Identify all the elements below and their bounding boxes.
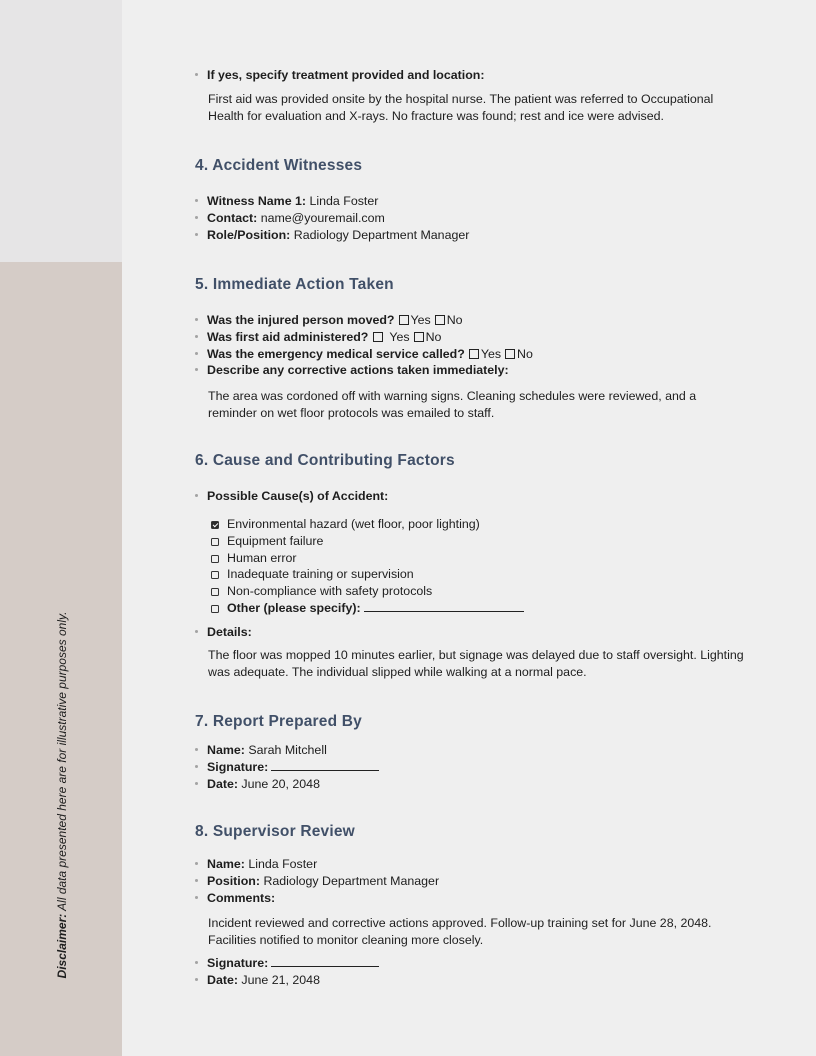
bullet-dot xyxy=(195,368,198,371)
cause-option-label: Equipment failure xyxy=(227,534,324,548)
bullet-dot xyxy=(195,73,198,76)
yes-label: Yes xyxy=(410,313,431,327)
prepared-signature-label: Signature: xyxy=(207,760,269,774)
cause-checkbox-training[interactable] xyxy=(211,571,219,579)
yes-label: Yes xyxy=(389,330,410,344)
sidebar-top-panel xyxy=(0,0,122,262)
ems-question-label: Was the emergency medical service called? xyxy=(207,347,465,361)
no-label: No xyxy=(517,347,533,361)
supervisor-position-label: Position: xyxy=(207,874,260,888)
supervisor-date-value: June 21, 2048 xyxy=(237,973,320,987)
disclaimer-text xyxy=(55,612,69,979)
supervisor-date-label: Date: xyxy=(207,973,238,987)
cause-option-label: Inadequate training or supervision xyxy=(227,567,414,581)
supervisor-signature-line[interactable] xyxy=(271,956,379,967)
witness-role-label: Role/Position: xyxy=(207,228,291,242)
cause-checkbox-compliance[interactable] xyxy=(211,588,219,596)
cause-option xyxy=(211,550,297,567)
cause-option xyxy=(211,533,323,550)
treatment-label: If yes, specify treatment provided and location: xyxy=(207,68,485,82)
first-aid-yes-checkbox[interactable] xyxy=(373,332,383,342)
cause-checkbox-other[interactable] xyxy=(211,605,219,613)
prepared-name-label: Name: xyxy=(207,743,245,757)
witness-name-value: Linda Foster xyxy=(306,194,379,208)
supervisor-comments-label: Comments: xyxy=(207,891,276,905)
supervisor-name-value: Linda Foster xyxy=(244,857,318,871)
bullet-dot xyxy=(195,862,198,865)
witness-name-item xyxy=(195,193,378,210)
cause-option xyxy=(211,583,432,600)
disclaimer-label: Disclaimer: xyxy=(55,913,69,979)
supervisor-comments-item xyxy=(195,890,275,907)
no-label: No xyxy=(425,330,442,344)
bullet-dot xyxy=(195,335,198,338)
corrective-question xyxy=(195,362,509,379)
witness-name-label: Witness Name 1: xyxy=(207,194,307,208)
cause-option xyxy=(211,516,480,533)
moved-question-label: Was the injured person moved? xyxy=(207,313,395,327)
bullet-dot xyxy=(195,233,198,236)
details-item xyxy=(195,624,252,641)
witness-role-item xyxy=(195,227,469,244)
cause-option-label: Environmental hazard (wet floor, poor lighting) xyxy=(227,517,480,531)
supervisor-comments-text: Incident reviewed and corrective actions approved. Follow-up training set for June 28, 2048. Facilities notified to monitor cleaning more closely. xyxy=(208,916,712,947)
witness-role-value: Radiology Department Manager xyxy=(290,228,470,242)
bullet-dot xyxy=(195,494,198,497)
first-aid-question-label: Was first aid administered? xyxy=(207,330,369,344)
section-heading-witnesses: 4. Accident Witnesses xyxy=(195,157,363,174)
first-aid-no-checkbox[interactable] xyxy=(414,332,424,342)
prepared-date-value: June 20, 2048 xyxy=(237,777,320,791)
supervisor-name-label: Name: xyxy=(207,857,245,871)
supervisor-date-item xyxy=(195,972,320,989)
bullet-dot xyxy=(195,978,198,981)
moved-yes-checkbox[interactable] xyxy=(399,315,409,325)
bullet-dot xyxy=(195,896,198,899)
cause-option xyxy=(211,566,414,583)
supervisor-signature-label: Signature: xyxy=(207,956,269,970)
bullet-dot xyxy=(195,630,198,633)
cause-option-label: Non-compliance with safety protocols xyxy=(227,584,433,598)
details-label: Details: xyxy=(207,625,252,639)
cause-checkbox-equipment[interactable] xyxy=(211,538,219,546)
first-aid-question xyxy=(195,329,441,346)
prepared-signature-item xyxy=(195,759,379,776)
treatment-text: First aid was provided onsite by the hospital nurse. The patient was referred to Occupational Health for evaluation and X-rays. No fracture was found; rest and ice were advised. xyxy=(208,92,714,123)
treatment-item xyxy=(195,67,484,84)
bullet-dot xyxy=(195,216,198,219)
cause-checkbox-environmental[interactable] xyxy=(211,521,219,529)
supervisor-name-item xyxy=(195,856,317,873)
cause-option-label: Human error xyxy=(227,551,297,565)
bullet-dot xyxy=(195,318,198,321)
corrective-question-label: Describe any corrective actions taken immediately: xyxy=(207,363,509,377)
disclaimer-body: All data presented here are for illustrative purposes only. xyxy=(55,611,69,914)
possible-cause-label: Possible Cause(s) of Accident: xyxy=(207,489,389,503)
bullet-dot xyxy=(195,748,198,751)
supervisor-position-item xyxy=(195,873,439,890)
details-text: The floor was mopped 10 minutes earlier, but signage was delayed due to staff oversight. Lighting was adequate. The individual slipped while walking at a normal pace. xyxy=(208,648,744,679)
no-label: No xyxy=(446,313,463,327)
bullet-dot xyxy=(195,879,198,882)
possible-cause-item xyxy=(195,488,388,505)
witness-contact-item xyxy=(195,210,385,227)
corrective-text: The area was cordoned off with warning signs. Cleaning schedules were reviewed, and a reminder on wet floor protocols was emailed to staff. xyxy=(208,389,697,420)
yes-label: Yes xyxy=(480,347,502,361)
bullet-dot xyxy=(195,782,198,785)
supervisor-position-value: Radiology Department Manager xyxy=(260,874,440,888)
witness-contact-label: Contact: xyxy=(207,211,258,225)
bullet-dot xyxy=(195,765,198,768)
section-heading-cause: 6. Cause and Contributing Factors xyxy=(195,452,455,469)
prepared-name-value: Sarah Mitchell xyxy=(244,743,327,757)
cause-checkbox-human[interactable] xyxy=(211,555,219,563)
ems-question xyxy=(195,346,533,363)
ems-yes-checkbox[interactable] xyxy=(469,349,479,359)
supervisor-signature-item xyxy=(195,955,379,972)
moved-no-checkbox[interactable] xyxy=(435,315,445,325)
section-heading-action: 5. Immediate Action Taken xyxy=(195,276,394,293)
bullet-dot xyxy=(195,199,198,202)
section-heading-prepared: 7. Report Prepared By xyxy=(195,713,363,730)
bullet-dot xyxy=(195,352,198,355)
prepared-date-item xyxy=(195,776,320,793)
ems-no-checkbox[interactable] xyxy=(505,349,515,359)
section-heading-supervisor: 8. Supervisor Review xyxy=(195,823,355,840)
prepared-name-item xyxy=(195,742,327,759)
witness-contact-value: name@youremail.com xyxy=(257,211,385,225)
prepared-signature-line[interactable] xyxy=(271,760,379,771)
other-specify-line[interactable] xyxy=(364,601,524,612)
prepared-date-label: Date: xyxy=(207,777,238,791)
cause-option-label: Other (please specify): xyxy=(227,601,361,615)
moved-question xyxy=(195,312,463,329)
bullet-dot xyxy=(195,961,198,964)
cause-option xyxy=(211,600,524,617)
